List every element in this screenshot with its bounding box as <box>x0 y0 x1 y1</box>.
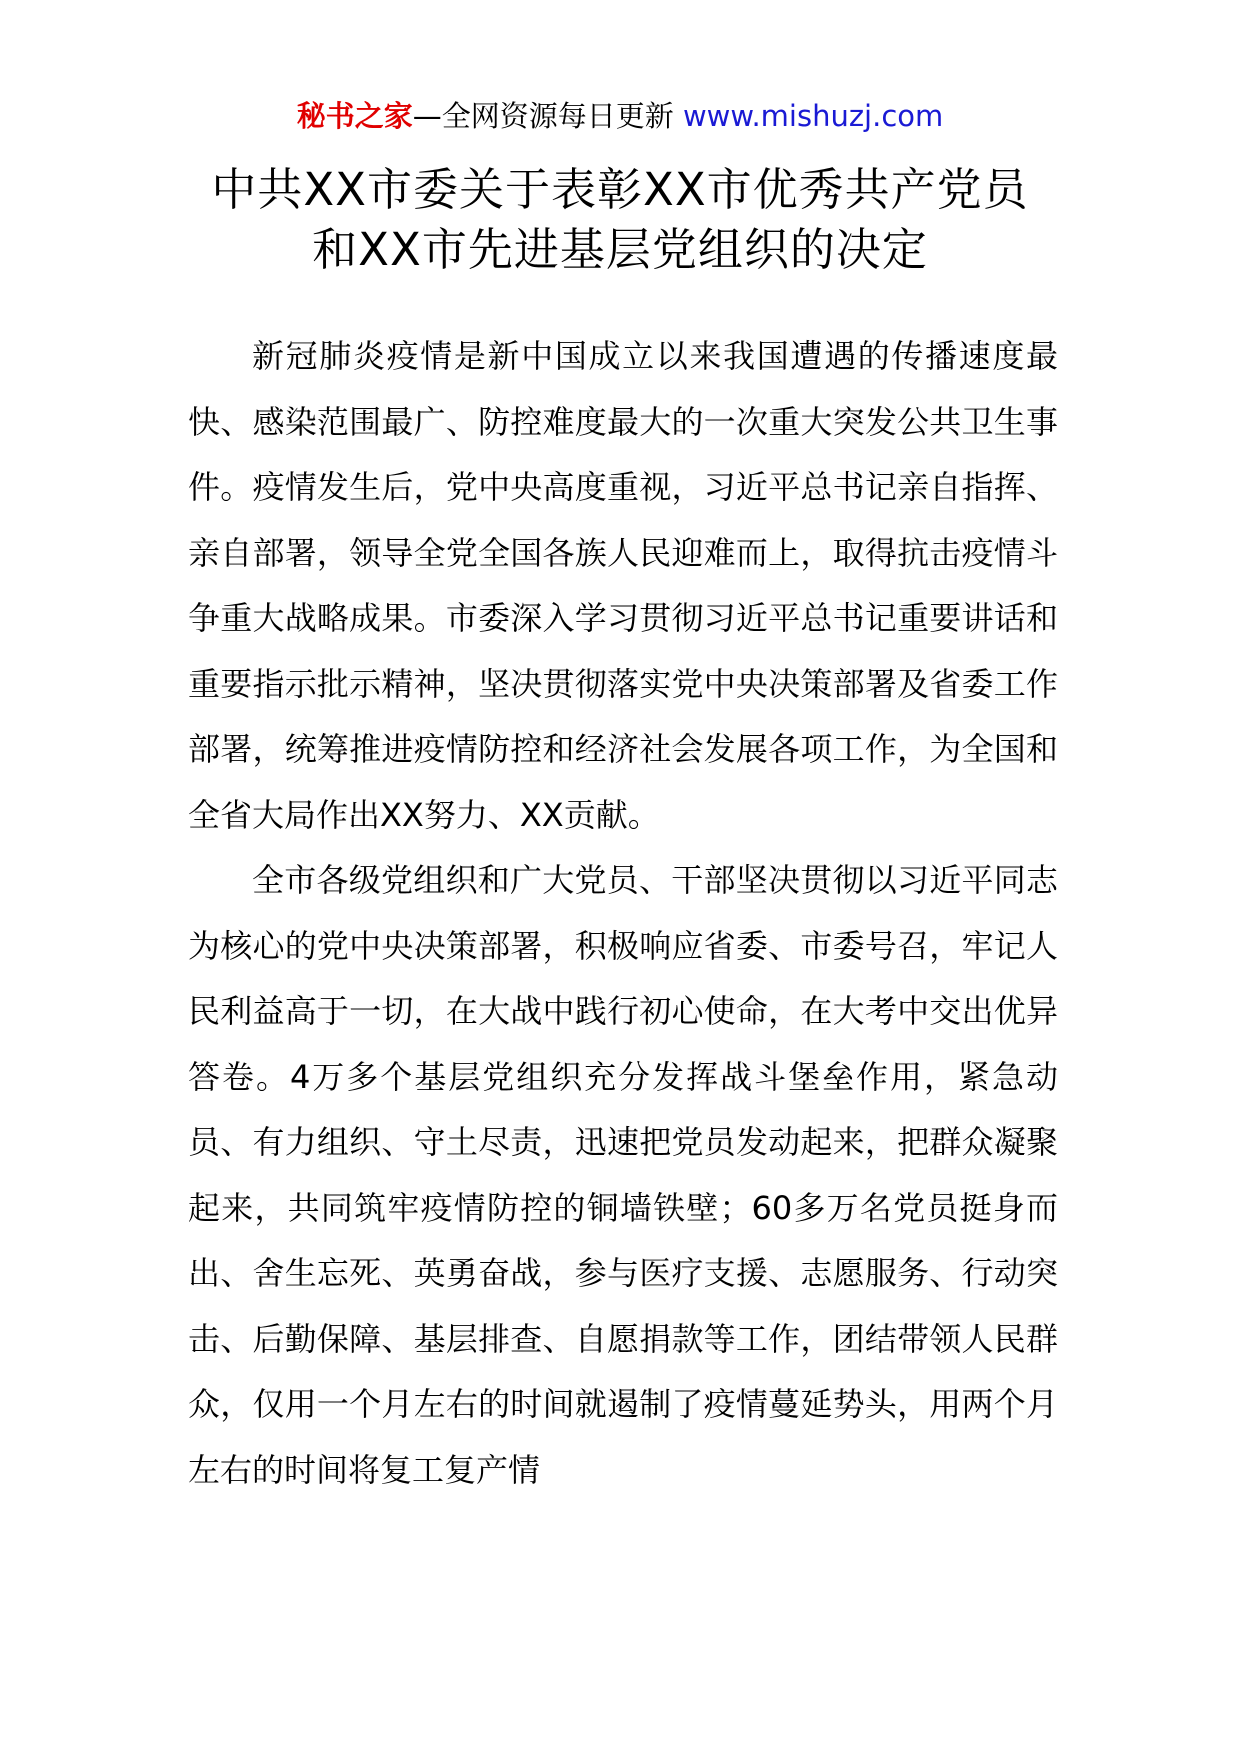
site-header <box>0 96 1240 136</box>
title-line-2: 和XX市先进基层党组织的决定 <box>312 223 928 276</box>
document-body <box>188 324 1058 1503</box>
header-tagline: —全网资源每日更新 <box>412 99 674 133</box>
document-title <box>120 160 1120 280</box>
brand-name: 秘书之家 <box>296 99 413 133</box>
paragraph-1: 新冠肺炎疫情是新中国成立以来我国遭遇的传播速度最快、感染范围最广、防控难度最大的一次重大突发公共卫生事件。疫情发生后，党中央高度重视，习近平总书记亲自指挥、亲自部署，领导全党全国各族人民迎难而上，取得抗击疫情斗争重大战略成果。市委深入学习贯彻习近平总书记重要讲话和重要指示批示精神，坚决贯彻落实党中央决策部署及省委工作部署，统筹推进疫情防控和经济社会发展各项工作，为全国和全省大局作出XX努力、XX贡献。 <box>188 337 1058 834</box>
site-url-link[interactable]: www.mishuzj.com <box>682 99 944 133</box>
paragraph-2: 全市各级党组织和广大党员、干部坚决贯彻以习近平同志为核心的党中央决策部署，积极响应省委、市委号召，牢记人民利益高于一切，在大战中践行初心使命，在大考中交出优异答卷。4万多个基层党组织充分发挥战斗堡垒作用，紧急动员、有力组织、守土尽责，迅速把党员发动起来，把群众凝聚起来，共同筑牢疫情防控的铜墙铁壁；60多万名党员挺身而出、舍生忘死、英勇奋战，参与医疗支援、志愿服务、行动突击、后勤保障、基层排查、自愿捐款等工作，团结带领人民群众，仅用一个月左右的时间就遏制了疫情蔓延势头，用两个月左右的时间将复工复产情 <box>188 861 1058 1489</box>
title-line-1: 中共XX市委关于表彰XX市优秀共产党员 <box>211 163 1029 216</box>
